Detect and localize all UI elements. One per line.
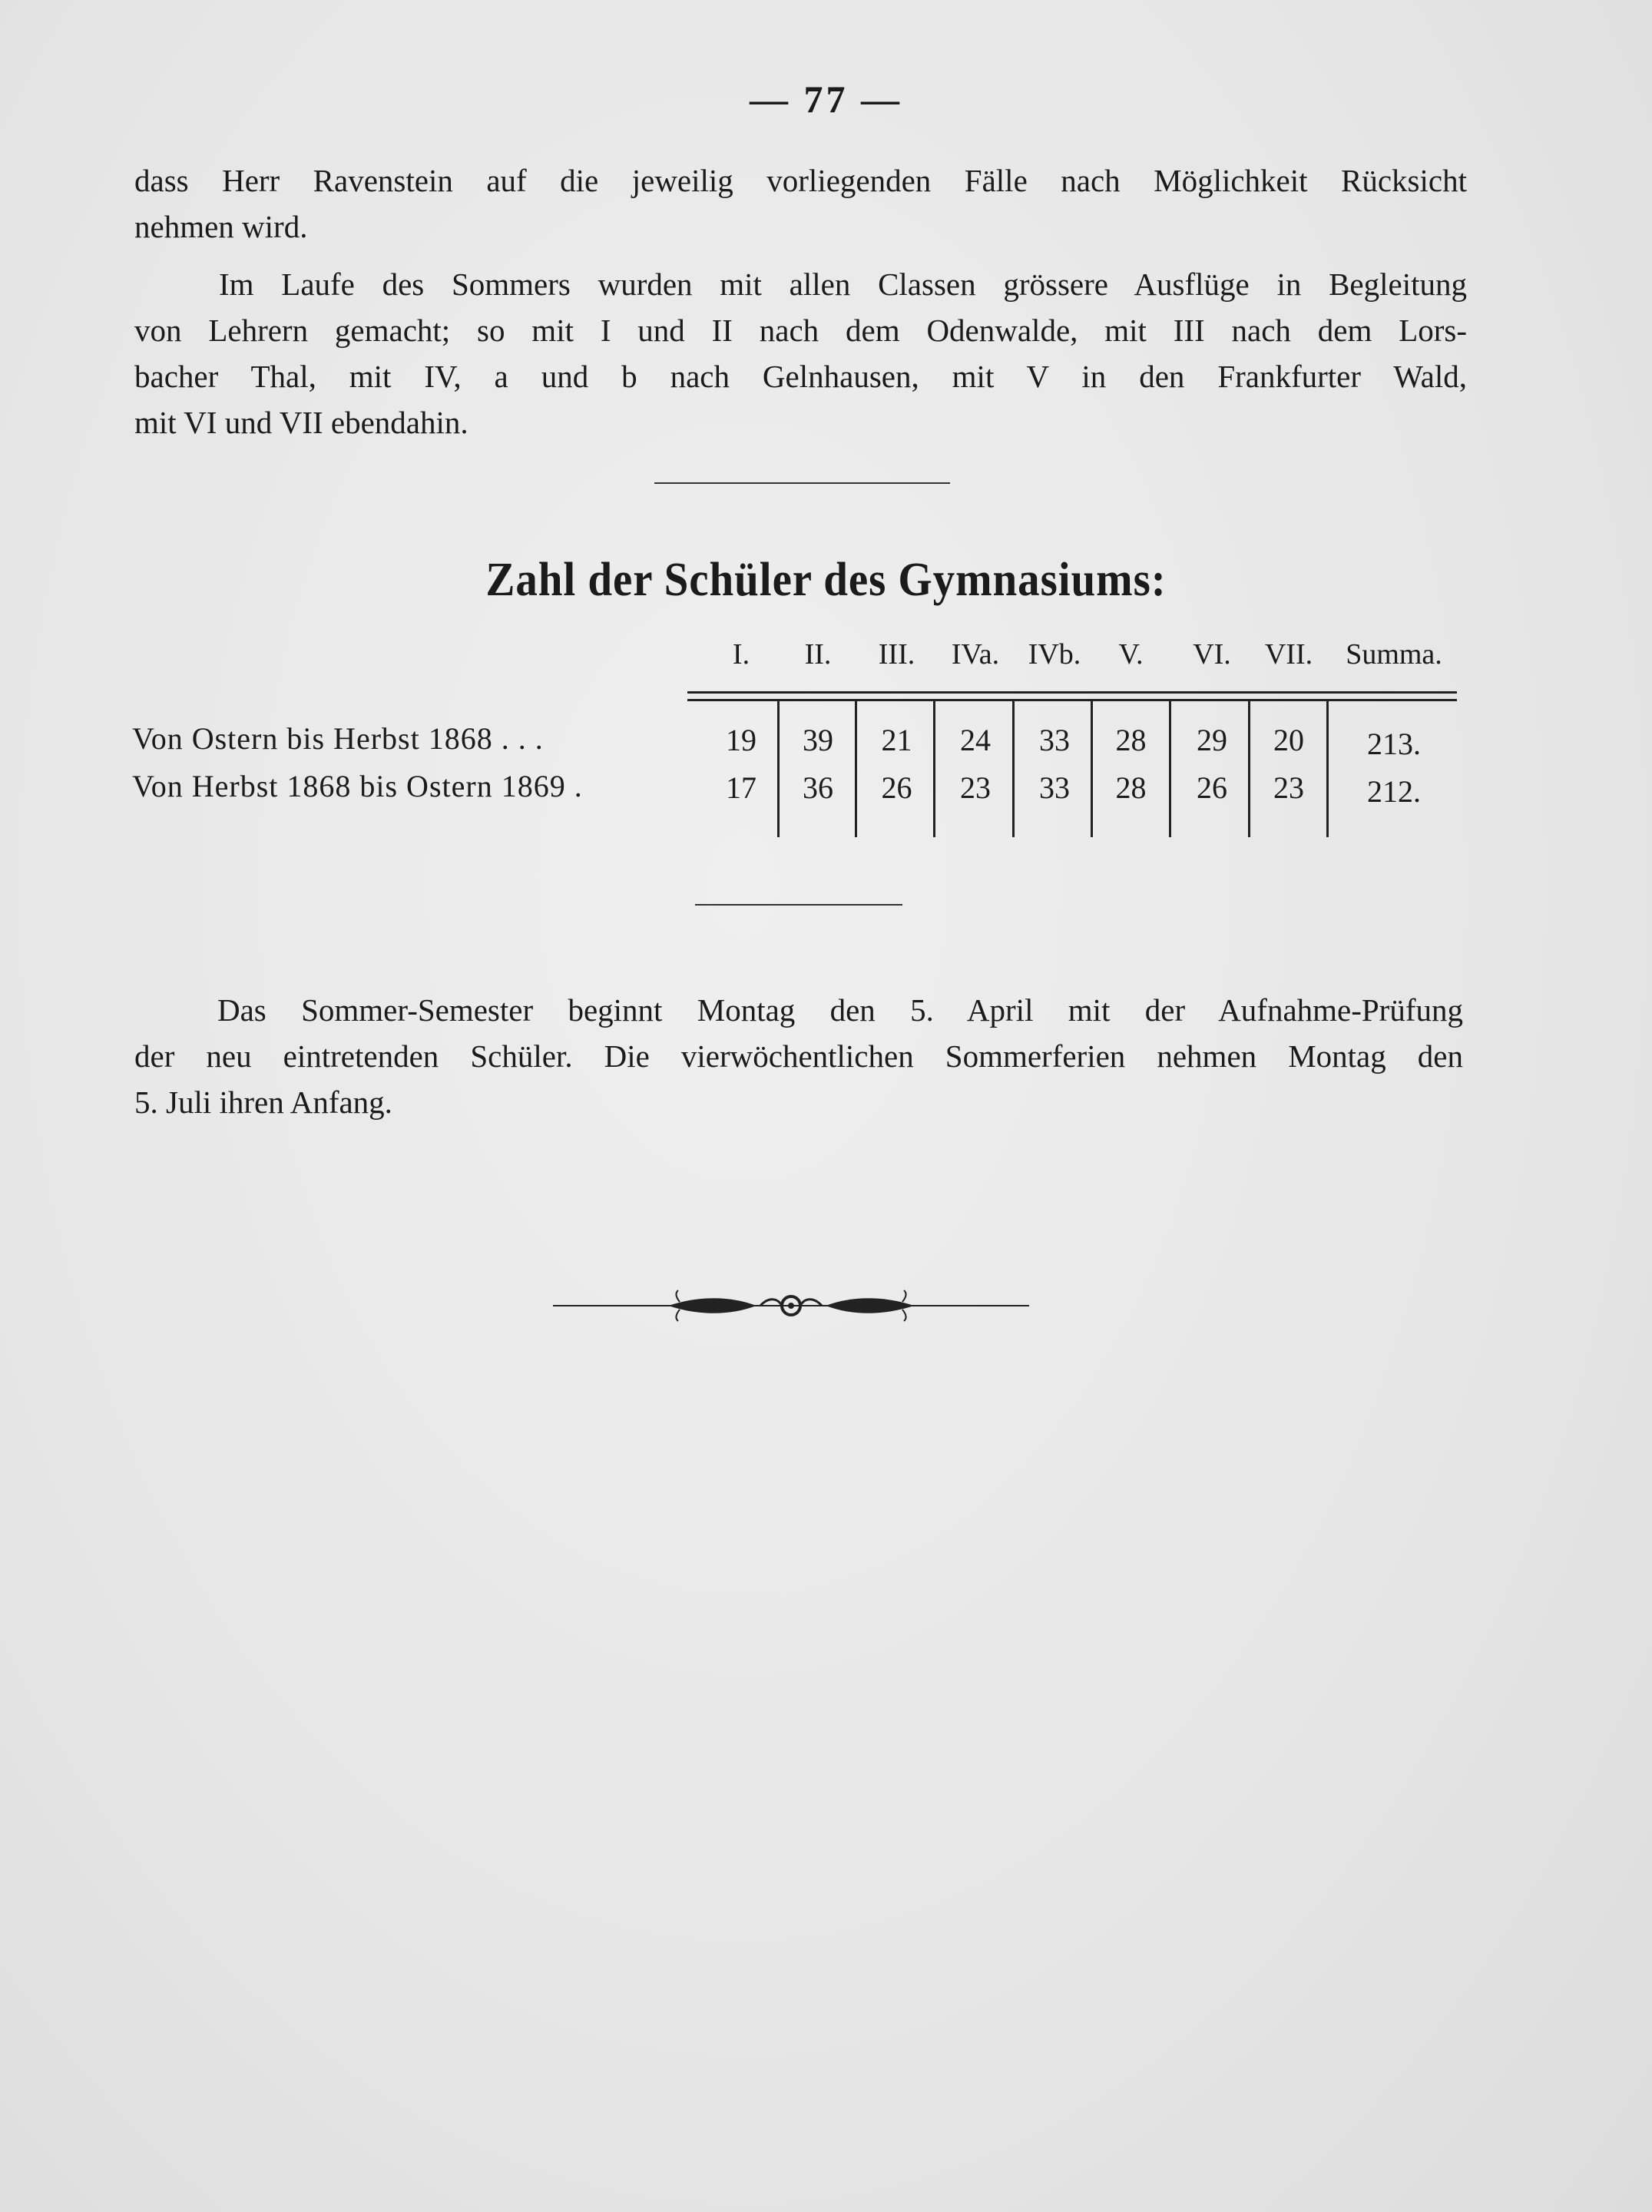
- table-cell-total: 212.: [1367, 774, 1421, 809]
- table-title: Zahl der Schüler des Gymnasiums:: [485, 554, 1167, 606]
- column-divider: [1012, 700, 1015, 837]
- table-cell: 19: [726, 723, 756, 757]
- table-cell: 21: [881, 723, 912, 757]
- column-header: VI.: [1193, 638, 1231, 671]
- table-cell: 26: [881, 770, 912, 805]
- column-divider: [1248, 700, 1250, 837]
- text-line: nehmen wird.: [134, 209, 308, 244]
- table-cell-total: 213.: [1367, 727, 1421, 761]
- table-cell: 36: [803, 770, 833, 805]
- column-header: V.: [1118, 638, 1144, 671]
- text-line: mit VI und VII ebendahin.: [134, 405, 468, 440]
- column-header: III.: [878, 638, 915, 671]
- table-cell: 24: [960, 723, 991, 757]
- row-label: Von Ostern bis Herbst 1868 . . .: [132, 721, 544, 756]
- text-line: 5. Juli ihren Anfang.: [134, 1084, 392, 1120]
- table-header-rule: [687, 699, 1457, 701]
- table-cell: 20: [1273, 723, 1304, 757]
- paragraph-ravenstein: [134, 157, 1467, 250]
- page-number: — 77 —: [750, 78, 902, 121]
- column-divider: [933, 700, 935, 837]
- column-header: VII.: [1264, 638, 1313, 671]
- table-header-rule: [687, 691, 1457, 694]
- ornament-divider: [553, 1279, 1029, 1333]
- table-cell: 23: [960, 770, 991, 805]
- section-divider: [654, 482, 950, 484]
- paragraph-excursions: [134, 261, 1467, 445]
- section-divider: [695, 904, 902, 906]
- table-cell: 17: [726, 770, 756, 805]
- column-header: II.: [804, 638, 832, 671]
- text-line: dass Herr Ravenstein auf die jeweilig vorliegenden Fälle nach Möglichkeit Rücksicht: [134, 163, 1467, 198]
- paragraph-semester: [134, 987, 1463, 1125]
- row-label: Von Herbst 1868 bis Ostern 1869 .: [132, 769, 583, 803]
- column-divider: [1326, 700, 1329, 837]
- column-divider: [1091, 700, 1093, 837]
- text-line: der neu eintretenden Schüler. Die vierwöchentlichen Sommerferien nehmen Montag den: [134, 1038, 1463, 1074]
- text-line: Das Sommer-Semester beginnt Montag den 5. April mit der Aufnahme-Prüfung: [217, 992, 1463, 1028]
- column-header: IVa.: [951, 638, 1000, 671]
- column-header: I.: [732, 638, 750, 671]
- column-divider: [1169, 700, 1171, 837]
- text-line: Im Laufe des Sommers wurden mit allen Classen grössere Ausflüge in Begleitung: [219, 267, 1467, 302]
- table-cell: 39: [803, 723, 833, 757]
- table-cell: 28: [1115, 770, 1147, 805]
- column-divider: [777, 700, 780, 837]
- column-header: Summa.: [1346, 638, 1442, 671]
- column-divider: [855, 700, 857, 837]
- text-line: von Lehrern gemacht; so mit I und II nach dem Odenwalde, mit III nach dem Lors-: [134, 313, 1467, 348]
- table-cell: 29: [1197, 723, 1227, 757]
- table-cell: 33: [1039, 723, 1070, 757]
- table-cell: 23: [1273, 770, 1304, 805]
- table-cell: 26: [1197, 770, 1227, 805]
- table-cell: 33: [1039, 770, 1070, 805]
- text-line: bacher Thal, mit IV, a und b nach Gelnhausen, mit V in den Frankfurter Wald,: [134, 359, 1467, 394]
- table-cell: 28: [1115, 723, 1147, 757]
- column-header: IVb.: [1028, 638, 1081, 671]
